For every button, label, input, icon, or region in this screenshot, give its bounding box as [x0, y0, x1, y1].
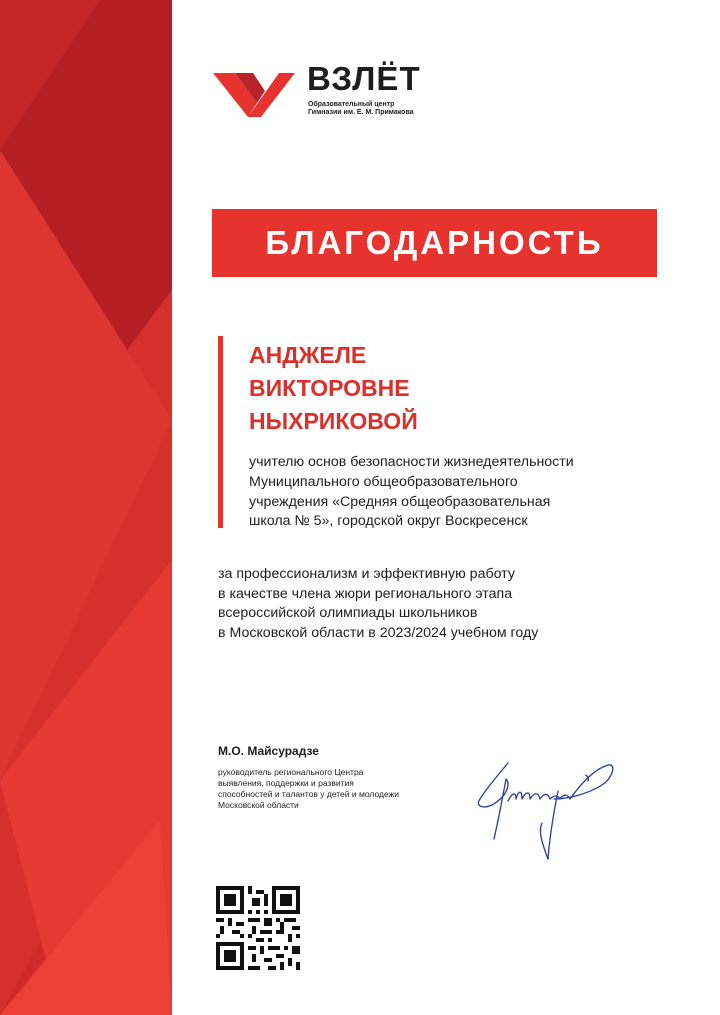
qr-code — [216, 886, 300, 970]
signer-name: М.О. Майсурадзе — [218, 744, 319, 758]
logo-subtitle-line2: Гимназии им. Е. М. Примакова — [308, 109, 414, 116]
reason-line2: в качестве члена жюри регионального этапа — [218, 586, 513, 602]
signer-role-line4: Московской области — [218, 800, 299, 810]
reason-line3: всероссийской олимпиады школьников — [218, 605, 478, 621]
recipient-name-line3: НЫХРИКОВОЙ — [249, 408, 418, 434]
check-mark-logo-icon — [213, 73, 295, 117]
certificate-title: БЛАГОДАРНОСТЬ — [212, 209, 657, 277]
signer-role-line3: способностей и талантов у детей и молодежи — [218, 789, 400, 799]
logo — [213, 60, 443, 126]
recipient-name-line1: АНДЖЕЛЕ — [249, 342, 367, 368]
reason-line4: в Московской области в 2023/2024 учебном году — [218, 625, 539, 641]
recipient-position-line4: школа № 5», городской округ Воскресенск — [249, 513, 528, 529]
name-accent-rule — [218, 336, 223, 528]
signer-role-line1: руководитель регионального Центра — [218, 767, 364, 777]
logo-title: ВЗЛЁТ — [307, 60, 421, 97]
decorative-red-band — [0, 0, 172, 1015]
recipient-position-line2: Муниципального общеобразовательного — [249, 474, 518, 490]
recipient-position-line3: учреждения «Средняя общеобразовательная — [249, 494, 551, 510]
signer-role-line2: выявления, поддержки и развития — [218, 778, 354, 788]
reason-line1: за профессионализм и эффективную работу — [218, 566, 515, 582]
logo-subtitle-line1: Образовательный центр — [308, 101, 395, 108]
recipient-name-line2: ВИКТОРОВНЕ — [249, 375, 410, 401]
recipient-position-line1: учителю основ безопасности жизнедеятельности — [249, 454, 574, 470]
handwritten-signature — [468, 755, 618, 875]
